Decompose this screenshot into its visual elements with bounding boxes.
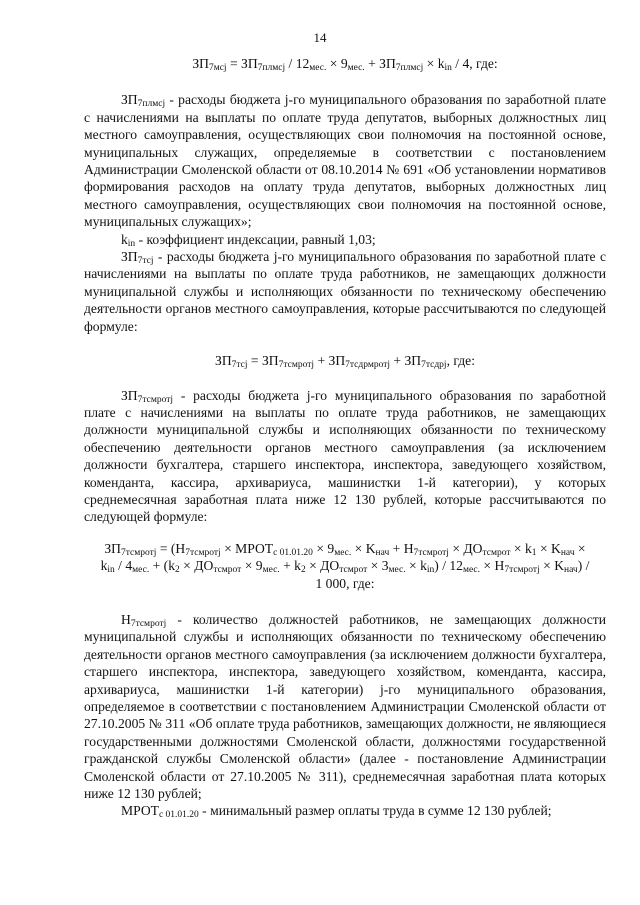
document-body: [84, 55, 606, 820]
formula-zp7msj: $ЗП_{7мсj} = ЗП_{7плмсj} / 12_{мес.} \times 9_{мес.} + ЗП_{7плмсj} \times k_{in} / 4$, где:: [192, 56, 498, 73]
definition-kin: $k_{in}$ - коэффициент индексации, равный 1,03;: [121, 231, 376, 249]
formula-zp7tsj: $ЗП_{7тсj} = ЗП_{7тсмротj} + ЗП_{7тсдрмротj} + ЗП_{7тсдрj}$, где:: [215, 353, 475, 371]
formula-line-3: 1 000, где:: [315, 575, 375, 591]
definition-zp7tsmrotj: $ЗП_{7тсмротj}$ - расходы бюджета j-го муниципального образования по заработной плате с начислениями на выплаты по оплате труда работников, не замещающих должности муниципальной службы и исполняющих обязанности по техническому обеспечению деятельности органов местного самоуправления (за исключением должности бухгалтера, старшего инспектора, инспектора, заведующего хозяйством, коменданта, кассира, архивариуса, машинистки 1-й категории), у которых среднемесячная заработная плата ниже 12 130 рублей, которые рассчитываются по следующей формуле:: [84, 387, 606, 525]
formula-zp7tsmrotj: [84, 540, 606, 592]
formula-line-1: $ЗП_{7тсмротj} = (Н_{7тсмротj}$ × $МРОТ_{с 01.01.20} \times 9_{мес.} \times K_{нач} + Н_{7тсмротj} \times ДО_{тсмрот} \times k_1 \times K_{нач}$ ×: [104, 540, 586, 558]
definition-n7tsmrotj: $Н_{7тсмротj}$ - количество должностей работников, не замещающих должности муниципальной службы и исполняющих обязанности по техническому обеспечению деятельности органов местного самоуправления (за исключением должности бухгалтера, старшего инспектора, инспектора, заведующего хозяйством, коменданта, кассира, архивариуса, машинистки 1-й категории) j-го муниципального образования, определяемое в соответствии с постановлением Администрации Смоленской области от 27.10.2005 № 311 «Об оплате труда работников, замещающих должности, не являющиеся государственными должностями Смоленской области, должностями государственной гражданской службы Смоленской области» (далее - постановление Администрации Смоленской области от 27.10.2005 № 311), среднемесячная заработная плата которых ниже 12 130 рублей;: [84, 611, 606, 802]
page-number: 14: [313, 30, 327, 45]
definition-zp7plmsj: $ЗП_{7плмсj}$ - расходы бюджета j-го муниципального образования по заработной плате с начислениями на выплаты по оплате труда депутатов, выборных должностных лиц местного самоуправления, осуществляющих свои полномочия на постоянной основе, муниципальных служащих, определяемые в соответствии с постановлением Администрации Смоленской области от 08.10.2014 № 691 «Об установлении нормативов формирования расходов на оплату труда депутатов, выборных должностных лиц местного самоуправления, осуществляющих свои полномочия на постоянной основе, муниципальных служащих»;: [84, 92, 606, 230]
definition-mrot: $МРОТ_{с 01.01.20}$ - минимальный размер оплаты труда в сумме 12 130 рублей;: [121, 803, 552, 821]
formula-line-2: $k_{in} / 4_{мес.} + (k_2 \times ДО_{тсмрот} \times 9_{мес.} + k_2 \times ДО_{тсмрот} \times 3_{мес.} \times k_{in}) / 12_{мес.} \times Н_{7тсмротj} \times K_{нач}$) /: [100, 558, 590, 576]
definition-zp7tsj: $ЗП_{7тсj}$ - расходы бюджета j-го муниципального образования по заработной плате с начислениями на выплаты по оплате труда работников, не замещающих должности муниципальной службы и исполняющих обязанности по техническому обеспечению деятельности органов местного самоуправления, которые рассчитываются по следующей формуле:: [84, 249, 606, 334]
